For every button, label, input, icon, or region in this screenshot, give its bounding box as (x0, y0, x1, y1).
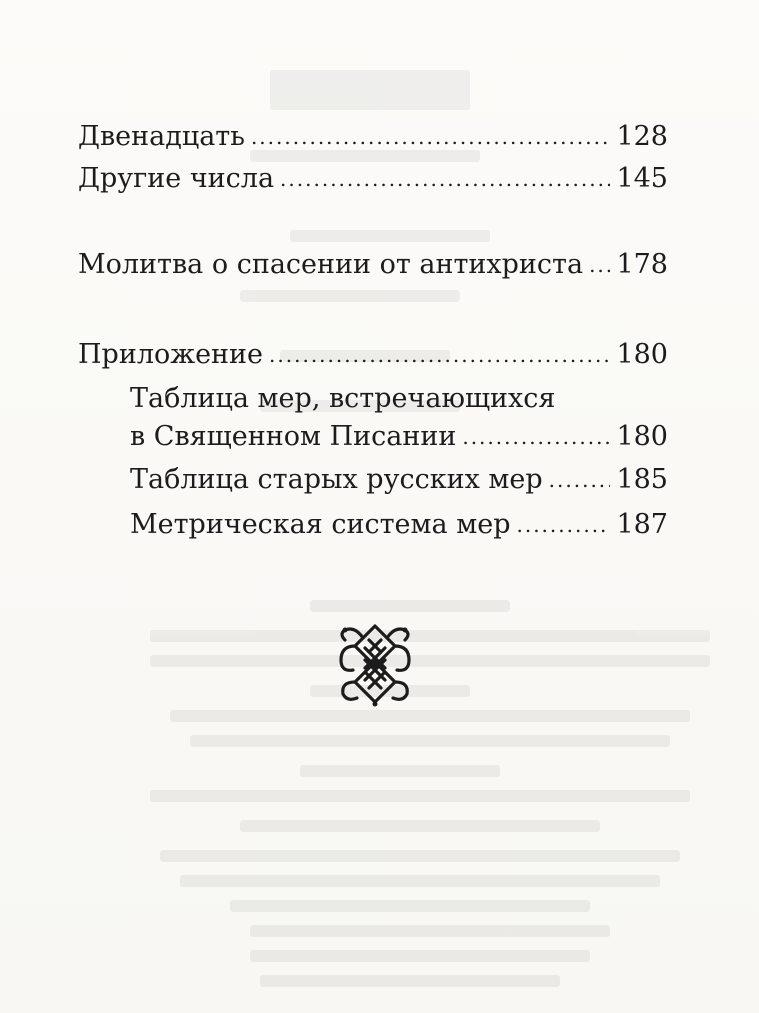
leader-dots (516, 508, 610, 542)
toc-entry-page: 145 (616, 163, 668, 194)
leader-dots (549, 463, 611, 497)
toc-entry-page: 128 (616, 121, 668, 152)
celtic-knot-ornament-icon (333, 620, 417, 708)
toc-subentry-title: в Священном Писании (130, 421, 457, 452)
toc-entry-page: 178 (616, 249, 668, 280)
toc-subentry-page: 180 (616, 421, 668, 452)
leader-dots (269, 338, 610, 372)
toc-subentry (130, 463, 668, 498)
toc-entry-title: Двенадцать (78, 121, 245, 152)
toc-subentry (130, 508, 668, 543)
toc-entry-title: Другие числа (78, 163, 275, 194)
toc-subentry-title: Таблица старых русских мер (130, 464, 543, 495)
toc-entry-page: 180 (616, 339, 668, 370)
toc-subentry-title-line1: Таблица мер, встречающихся (130, 383, 556, 414)
leader-dots (251, 120, 611, 154)
toc-subentry-page: 185 (616, 464, 668, 495)
toc-entry (78, 162, 668, 197)
leader-dots (589, 248, 610, 282)
toc-entry-title: Молитва о спасении от антихриста (78, 249, 584, 280)
toc-subentry-page: 187 (616, 509, 668, 540)
toc-entry (78, 338, 668, 373)
toc-subentry (130, 420, 668, 455)
toc-entry-title: Приложение (78, 339, 264, 370)
leader-dots (280, 162, 610, 196)
leader-dots (462, 420, 610, 454)
toc-entry (78, 248, 668, 283)
toc-entry (78, 120, 668, 155)
toc-subentry-title: Метрическая система мер (130, 509, 511, 540)
